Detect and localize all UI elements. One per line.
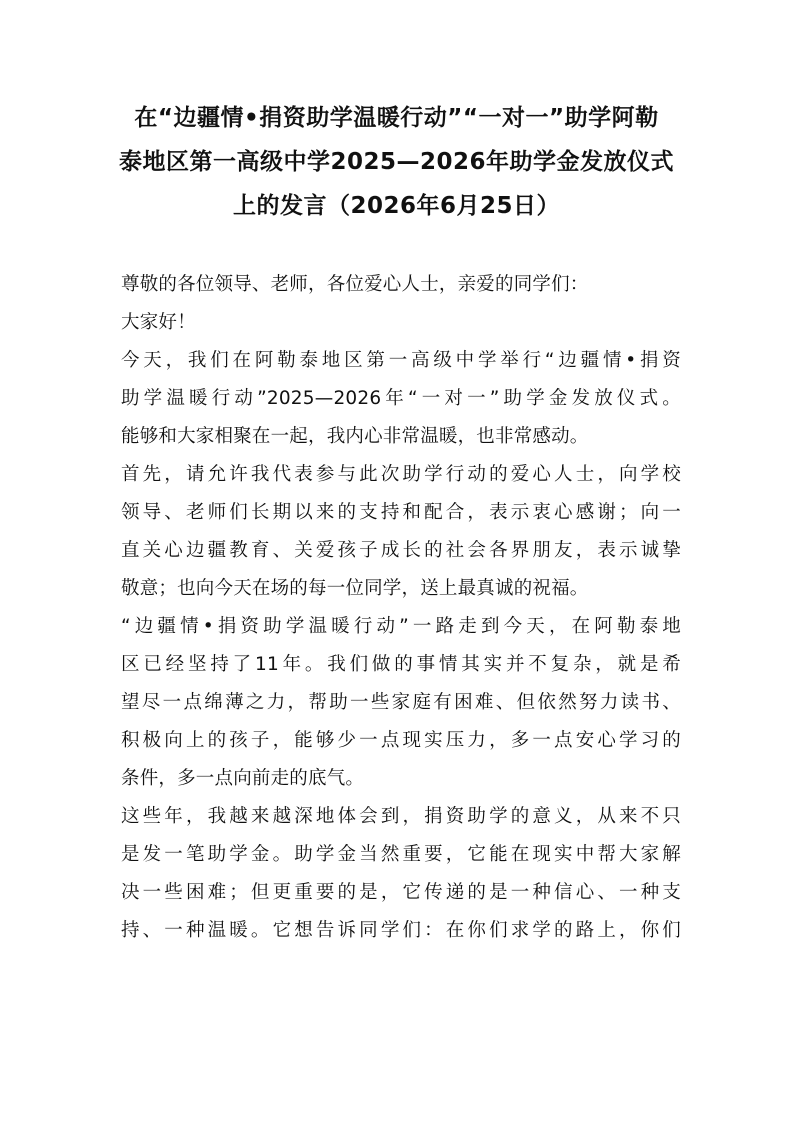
body-line: 条件，多一点向前走的底气。 — [121, 768, 365, 789]
document-body — [121, 266, 681, 950]
title-line-3: 上的发言（2026年6月25日） — [232, 193, 561, 219]
body-line: 望尽一点绵薄之力，帮助一些家庭有困难、但依然努力读书、 — [121, 692, 681, 713]
body-line: 直关心边疆教育、关爱孩子成长的社会各界朋友，表示诚挚 — [121, 540, 681, 561]
body-line: 决一些困难；但更重要的是，它传递的是一种信心、一种支 — [121, 882, 681, 903]
title-line-1: 在“边疆情•捐资助学温暖行动”“一对一”助学阿勒 — [134, 105, 659, 131]
greeting-line: 大家好！ — [121, 312, 196, 333]
body-line: 这些年，我越来越深地体会到，捐资助学的意义，从来不只 — [121, 806, 681, 827]
body-line: 助学温暖行动”2025—2026年“一对一”助学金发放仪式。 — [121, 388, 681, 409]
title-line-2: 泰地区第一高级中学2025—2026年助学金发放仪式 — [118, 149, 675, 175]
body-line: “边疆情•捐资助学温暖行动”一路走到今天，在阿勒泰地 — [121, 616, 681, 637]
salutation-line: 尊敬的各位领导、老师，各位爱心人士，亲爱的同学们： — [121, 274, 589, 295]
body-line: 是发一笔助学金。助学金当然重要，它能在现实中帮大家解 — [121, 844, 681, 865]
body-line: 能够和大家相聚在一起，我内心非常温暖，也非常感动。 — [121, 426, 589, 447]
body-line: 领导、老师们长期以来的支持和配合，表示衷心感谢；向一 — [121, 502, 681, 523]
document-title — [110, 96, 683, 228]
body-line: 今天，我们在阿勒泰地区第一高级中学举行“边疆情•捐资 — [121, 350, 681, 371]
body-line: 积极向上的孩子，能够少一点现实压力，多一点安心学习的 — [121, 730, 681, 751]
body-line: 区已经坚持了11年。我们做的事情其实并不复杂，就是希 — [121, 654, 681, 675]
body-line: 首先，请允许我代表参与此次助学行动的爱心人士，向学校 — [121, 464, 681, 485]
body-line: 敬意；也向今天在场的每一位同学，送上最真诚的祝福。 — [121, 578, 589, 599]
body-line: 持、一种温暖。它想告诉同学们：在你们求学的路上，你们 — [121, 920, 681, 941]
